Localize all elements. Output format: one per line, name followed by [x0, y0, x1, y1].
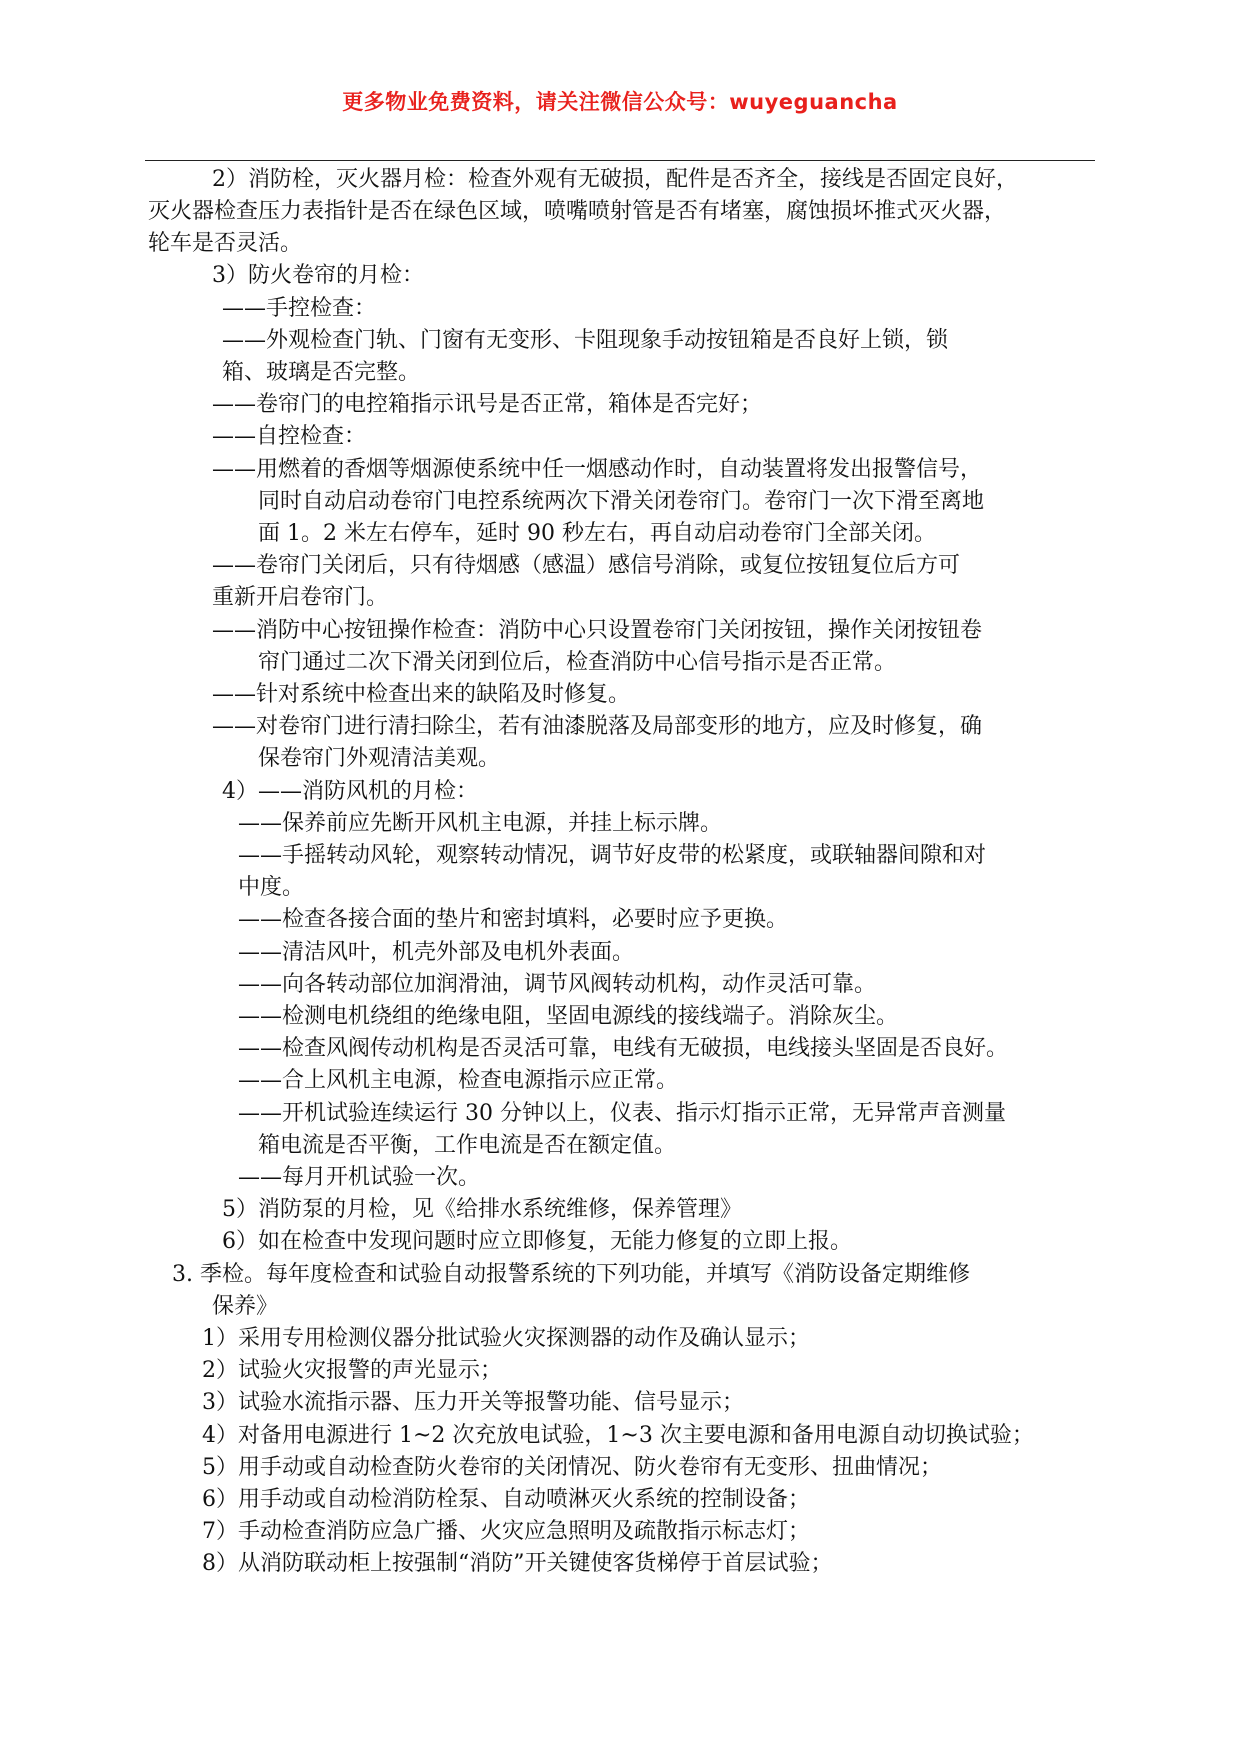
text-line: 5）用手动或自动检查防火卷帘的关闭情况、防火卷帘有无变形、扭曲情况； [202, 1455, 942, 1480]
text-line: ——消防中心按钮操作检查：消防中心只设置卷帘门关闭按钮，操作关闭按钮卷 [212, 618, 983, 643]
text-line: 轮车是否灵活。 [148, 231, 303, 256]
text-line: ——保养前应先断开风机主电源，并挂上标示牌。 [238, 811, 723, 836]
text-line: 2）试验火灾报警的声光显示； [202, 1358, 502, 1383]
text-line: 3. 季检。每年度检查和试验自动报警系统的下列功能，并填写《消防设备定期维修 [172, 1262, 970, 1287]
text-line: 中度。 [238, 875, 305, 900]
text-line: ——检查各接合面的垫片和密封填料，必要时应予更换。 [238, 907, 789, 932]
text-line: 箱电流是否平衡，工作电流是否在额定值。 [258, 1133, 677, 1158]
text-line: ——外观检查门轨、门窗有无变形、卡阻现象手动按钮箱是否良好上锁，锁 [222, 328, 949, 353]
text-line: 2）消防栓，灭火器月检：检查外观有无破损，配件是否齐全，接线是否固定良好， [212, 167, 1018, 192]
text-line: 1）采用专用检测仪器分批试验火灾探测器的动作及确认显示； [202, 1326, 810, 1351]
text-line: 保卷帘门外观清洁美观。 [258, 746, 501, 771]
text-line: ——向各转动部位加润滑油，调节风阀转动机构，动作灵活可靠。 [238, 972, 877, 997]
text-line: 6）如在检查中发现问题时应立即修复，无能力修复的立即上报。 [222, 1229, 852, 1254]
header-divider [145, 160, 1095, 161]
text-line: 箱、玻璃是否完整。 [222, 360, 421, 385]
text-line: ——针对系统中检查出来的缺陷及时修复。 [212, 682, 631, 707]
text-line: ——用燃着的香烟等烟源使系统中任一烟感动作时，自动装置将发出报警信号， [212, 457, 983, 482]
text-line: ——手摇转动风轮，观察转动情况，调节好皮带的松紧度，或联轴器间隙和对 [238, 843, 987, 868]
text-line: 8）从消防联动柜上按强制“消防”开关键使客货梯停于首层试验； [202, 1551, 833, 1576]
text-line: 7）手动检查消防应急广播、火灾应急照明及疏散指示标志灯； [202, 1519, 810, 1544]
text-line: 灭火器检查压力表指针是否在绿色区域，喷嘴喷射管是否有堵塞，腐蚀损坏推式灭火器， [148, 199, 1007, 224]
text-line: ——清洁风叶，机壳外部及电机外表面。 [238, 940, 635, 965]
text-line: ——检测电机绕组的绝缘电阻，坚固电源线的接线端子。消除灰尘。 [238, 1004, 899, 1029]
text-line: ——检查风阀传动机构是否灵活可靠，电线有无破损，电线接头坚固是否良好。 [238, 1036, 1009, 1061]
text-line: ——开机试验连续运行 30 分钟以上，仪表、指示灯指示正常，无异常声音测量 [238, 1101, 1006, 1126]
text-line: 5）消防泵的月检，见《给排水系统维修，保养管理》 [222, 1197, 742, 1222]
text-line: ——对卷帘门进行清扫除尘，若有油漆脱落及局部变形的地方，应及时修复，确 [212, 714, 983, 739]
text-line: 面 1。2 米左右停车，延时 90 秒左右，再自动启动卷帘门全部关闭。 [258, 521, 936, 546]
text-line: 重新开启卷帘门。 [212, 585, 389, 610]
text-line: ——卷帘门的电控箱指示讯号是否正常，箱体是否完好； [212, 392, 763, 417]
promo-header: 更多物业免费资料，请关注微信公众号：wuyeguancha [342, 90, 898, 114]
text-line: 3）防火卷帘的月检： [212, 263, 424, 288]
text-line: ——合上风机主电源，检查电源指示应正常。 [238, 1068, 679, 1093]
text-line: 3）试验水流指示器、压力开关等报警功能、信号显示； [202, 1390, 744, 1415]
text-line: 保养》 [212, 1294, 279, 1319]
text-line: ——每月开机试验一次。 [238, 1165, 481, 1190]
text-line: 帘门通过二次下滑关闭到位后，检查消防中心信号指示是否正常。 [258, 650, 897, 675]
text-line: ——手控检查： [222, 296, 377, 321]
text-line: 4）对备用电源进行 1~2 次充放电试验，1~3 次主要电源和备用电源自动切换试验； [202, 1423, 1034, 1448]
text-line: ——自控检查： [212, 424, 367, 449]
text-line: 同时自动启动卷帘门电控系统两次下滑关闭卷帘门。卷帘门一次下滑至离地 [258, 489, 985, 514]
text-line: 4）——消防风机的月检： [222, 779, 478, 804]
text-line: 6）用手动或自动检消防栓泵、自动喷淋灭火系统的控制设备； [202, 1487, 810, 1512]
text-line: ——卷帘门关闭后，只有待烟感（感温）感信号消除，或复位按钮复位后方可 [212, 553, 961, 578]
